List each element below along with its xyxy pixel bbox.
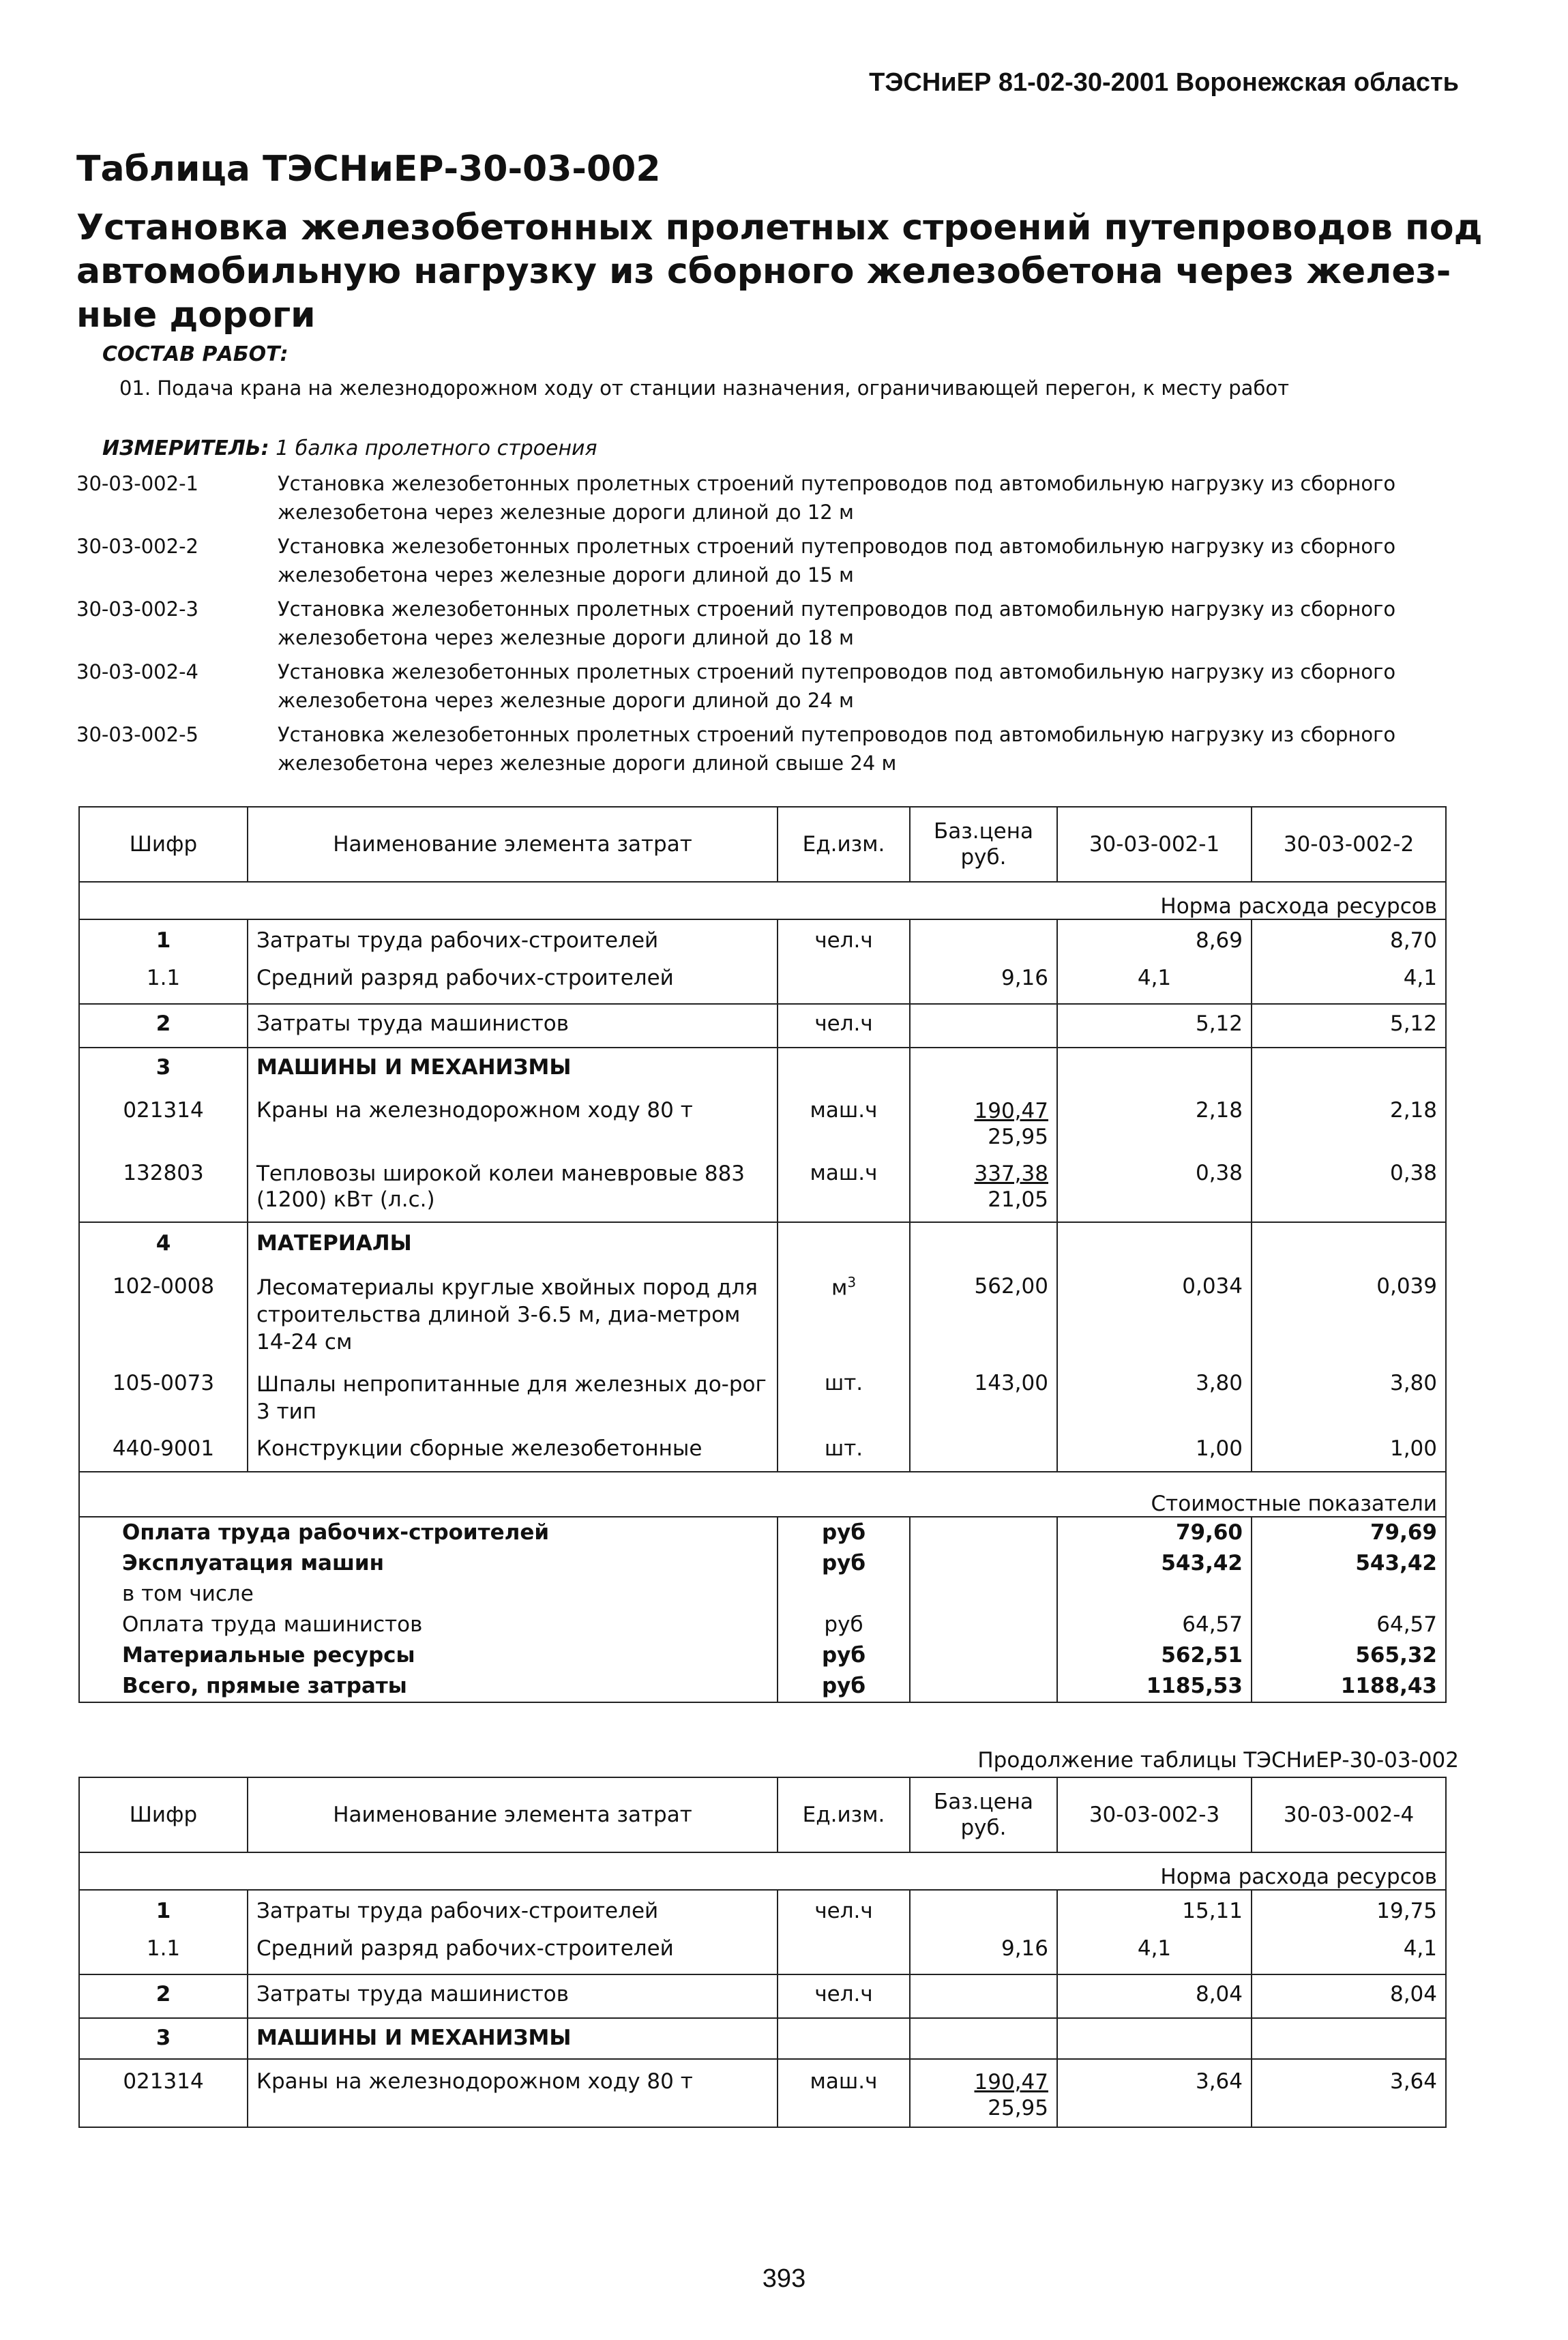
table-row [79,1048,1446,1088]
cell-value: 4,1 [1057,962,1252,1004]
table-row [79,1222,1446,1266]
code: 30-03-002-4 [76,660,198,683]
document-header: ТЭСНиЕР 81-02-30-2001 Воронежская область [869,68,1459,97]
cell-value: 5,12 [1057,1004,1252,1048]
cell-unit: шт. [778,1368,910,1436]
summary-value: 79,60 [1057,1517,1252,1548]
norm-label: Норма расхода ресурсов [79,882,1446,919]
cell-name: Затраты труда машинистов [248,1974,778,2018]
measure-unit [102,436,597,460]
cost-table-2 [78,1777,1447,2128]
summary-value: 1185,53 [1057,1671,1252,1702]
cell-code: 3 [79,2018,248,2059]
cell-value: 5,12 [1252,1004,1446,1048]
cell-price [910,1974,1057,2018]
cell-code: 021314 [79,2059,248,2127]
summary-value: 543,42 [1057,1548,1252,1579]
cell-price [910,1436,1057,1472]
cell-value: 8,04 [1057,1974,1252,2018]
cell-unit: маш.ч [778,2059,910,2127]
list-item [76,657,1440,720]
cell-code: 1.1 [79,1932,248,1974]
cell-code: 021314 [79,1088,248,1157]
summary-row [79,1640,1446,1671]
cell-name: Шпалы непропитанные для железных до-рог 3 тип [248,1368,778,1436]
cell-code: 2 [79,1974,248,2018]
cell-unit [778,962,910,1004]
cell-name: МАШИНЫ И МЕХАНИЗМЫ [248,1048,778,1088]
cell-unit [778,1266,910,1368]
cell-name: Затраты труда рабочих-строителей [248,1890,778,1932]
summary-unit: руб [778,1610,910,1640]
price-operator: 25,95 [988,2096,1048,2120]
summary-value: 64,57 [1252,1610,1446,1640]
section-label-row [79,1852,1446,1890]
cell-name: МАШИНЫ И МЕХАНИЗМЫ [248,2018,778,2059]
section-label-row [79,1472,1446,1517]
cell-price: 143,00 [910,1368,1057,1436]
table-row [79,1157,1446,1222]
summary-value: 562,51 [1057,1640,1252,1671]
summary-name: Всего, прямые затраты [79,1671,778,1702]
summary-row [79,1579,1446,1610]
table-row [79,1004,1446,1048]
cell-price [910,1088,1057,1157]
code: 30-03-002-1 [76,472,198,495]
header-cell: 30-03-002-2 [1252,807,1446,882]
table-row [79,1974,1446,2018]
norm-label: Норма расхода ресурсов [79,1852,1446,1890]
page-title: Установка железобетонных пролетных строений путепроводов под автомобильную нагрузку из сборного железобетона через желез-ные дороги [76,207,1483,336]
header-cell: Ед.изм. [778,807,910,882]
cost-label: Стоимостные показатели [79,1472,1446,1517]
cell-unit: маш.ч [778,1088,910,1157]
cell-name: Краны на железнодорожном ходу 80 т [248,2059,778,2127]
cell-price [910,1890,1057,1932]
list-item [76,720,1440,783]
table-row [79,2059,1446,2127]
summary-row [79,1610,1446,1640]
cell-value: 0,034 [1057,1266,1252,1368]
summary-row [79,1517,1446,1548]
cell-price: 9,16 [910,962,1057,1004]
summary-value: 79,69 [1252,1517,1446,1548]
work-composition-heading: СОСТАВ РАБОТ: [102,342,289,366]
cell-value: 15,11 [1057,1890,1252,1932]
cell-value: 2,18 [1252,1088,1446,1157]
list-item [76,469,1440,532]
table-header-row [79,1777,1446,1852]
price-operator: 21,05 [988,1187,1048,1212]
header-cell: Шифр [79,807,248,882]
table-row [79,2018,1446,2059]
unit: м [831,1275,848,1301]
summary-value: 543,42 [1252,1548,1446,1579]
summary-value: 64,57 [1057,1610,1252,1640]
summary-name: Оплата труда рабочих-строителей [79,1517,778,1548]
price-machine: 337,38 [974,1161,1048,1186]
page-number: 393 [762,2264,806,2293]
cell-code: 1.1 [79,962,248,1004]
cell-name: МАТЕРИАЛЫ [248,1222,778,1266]
cell-unit: чел.ч [778,1890,910,1932]
code-list [76,469,1440,783]
summary-unit: руб [778,1640,910,1671]
summary-name: Оплата труда машинистов [79,1610,778,1640]
cell-value: 3,80 [1057,1368,1252,1436]
summary-unit: руб [778,1548,910,1579]
cell-code: 132803 [79,1157,248,1222]
work-composition-text: 01. Подача крана на железнодорожном ходу от станции назначения, ограничивающей перегон, к месту работ [119,376,1289,400]
header-cell: Баз.цена руб. [910,1777,1057,1852]
table-row [79,1436,1446,1472]
cell-price [910,919,1057,962]
summary-value: 565,32 [1252,1640,1446,1671]
cell-value: 3,64 [1057,2059,1252,2127]
summary-row [79,1671,1446,1702]
code-description: Установка железобетонных пролетных строений путепроводов под автомобильную нагрузку из сборного железобетона через железные дороги длиной до 24 м [278,660,1396,712]
cell-unit: чел.ч [778,1004,910,1048]
table-row [79,1890,1446,1932]
header-cell: 30-03-002-3 [1057,1777,1252,1852]
table-row [79,1266,1446,1368]
code-description: Установка железобетонных пролетных строений путепроводов под автомобильную нагрузку из сборного железобетона через железные дороги длиной до 18 м [278,597,1396,649]
list-item [76,532,1440,595]
summary-unit: руб [778,1517,910,1548]
continuation-note: Продолжение таблицы ТЭСНиЕР-30-03-002 [977,1748,1459,1773]
code: 30-03-002-3 [76,597,198,621]
cell-name: Средний разряд рабочих-строителей [248,1932,778,1974]
cell-value: 1,00 [1252,1436,1446,1472]
cell-code: 3 [79,1048,248,1088]
code-description: Установка железобетонных пролетных строений путепроводов под автомобильную нагрузку из сборного железобетона через железные дороги длиной до 12 м [278,472,1396,524]
header-cell: Наименование элемента затрат [248,807,778,882]
cell-value: 19,75 [1252,1890,1446,1932]
table-title: Таблица ТЭСНиЕР-30-03-002 [76,149,661,190]
cell-code: 105-0073 [79,1368,248,1436]
measure-unit-label: ИЗМЕРИТЕЛЬ: [102,436,269,460]
table-row [79,1932,1446,1974]
cell-price: 562,00 [910,1266,1057,1368]
cell-value: 0,38 [1252,1157,1446,1222]
cell-value: 4,1 [1057,1932,1252,1974]
cell-code: 102-0008 [79,1266,248,1368]
code: 30-03-002-2 [76,535,198,558]
cell-value: 2,18 [1057,1088,1252,1157]
measure-unit-value: 1 балка пролетного строения [276,436,597,460]
cell-value: 1,00 [1057,1436,1252,1472]
cell-code: 1 [79,919,248,962]
code: 30-03-002-5 [76,723,198,746]
cell-code: 440-9001 [79,1436,248,1472]
cell-name: Тепловозы широкой колеи маневровые 883 (1200) кВт (л.с.) [248,1157,778,1222]
header-cell: 30-03-002-4 [1252,1777,1446,1852]
cell-value: 0,38 [1057,1157,1252,1222]
cell-unit: чел.ч [778,919,910,962]
table-row [79,919,1446,962]
cell-unit [778,1932,910,1974]
cell-price [910,1004,1057,1048]
cost-table-1 [78,806,1447,1703]
cell-code: 2 [79,1004,248,1048]
header-cell: Наименование элемента затрат [248,1777,778,1852]
header-cell: Баз.цена руб. [910,807,1057,882]
header-cell: Шифр [79,1777,248,1852]
summary-name: Материальные ресурсы [79,1640,778,1671]
cell-code: 4 [79,1222,248,1266]
cell-value: 0,039 [1252,1266,1446,1368]
cell-code: 1 [79,1890,248,1932]
cell-value: 4,1 [1252,962,1446,1004]
code-description: Установка железобетонных пролетных строений путепроводов под автомобильную нагрузку из сборного железобетона через железные дороги длиной до 15 м [278,535,1396,587]
cell-name: Затраты труда рабочих-строителей [248,919,778,962]
cell-name: Затраты труда машинистов [248,1004,778,1048]
cell-value: 4,1 [1252,1932,1446,1974]
cell-name: Лесоматериалы круглые хвойных пород для строительства длиной 3-6.5 м, диа-метром 14-24 см [248,1266,778,1368]
table-header-row [79,807,1446,882]
price-machine: 190,47 [974,1099,1048,1123]
cell-price: 9,16 [910,1932,1057,1974]
unit-superscript: 3 [847,1274,857,1290]
cell-unit: шт. [778,1436,910,1472]
summary-unit: руб [778,1671,910,1702]
summary-name: Эксплуатация машин [79,1548,778,1579]
header-cell: 30-03-002-1 [1057,807,1252,882]
summary-value: 1188,43 [1252,1671,1446,1702]
list-item [76,595,1440,657]
table-row [79,1368,1446,1436]
cell-name: Краны на железнодорожном ходу 80 т [248,1088,778,1157]
cell-value: 3,64 [1252,2059,1446,2127]
table-row [79,1088,1446,1157]
cell-unit: чел.ч [778,1974,910,2018]
cell-price [910,2059,1057,2127]
cell-value: 8,04 [1252,1974,1446,2018]
cell-unit: маш.ч [778,1157,910,1222]
cell-value: 8,69 [1057,919,1252,962]
cell-price [910,1157,1057,1222]
code-description: Установка железобетонных пролетных строений путепроводов под автомобильную нагрузку из сборного железобетона через железные дороги длиной свыше 24 м [278,723,1396,775]
price-operator: 25,95 [988,1125,1048,1149]
summary-row [79,1548,1446,1579]
cell-name: Конструкции сборные железобетонные [248,1436,778,1472]
cell-value: 3,80 [1252,1368,1446,1436]
header-cell: Ед.изм. [778,1777,910,1852]
table-row [79,962,1446,1004]
summary-name: в том числе [79,1579,778,1610]
cell-name: Средний разряд рабочих-строителей [248,962,778,1004]
cell-value: 8,70 [1252,919,1446,962]
section-label-row [79,882,1446,919]
price-machine: 190,47 [974,2070,1048,2094]
